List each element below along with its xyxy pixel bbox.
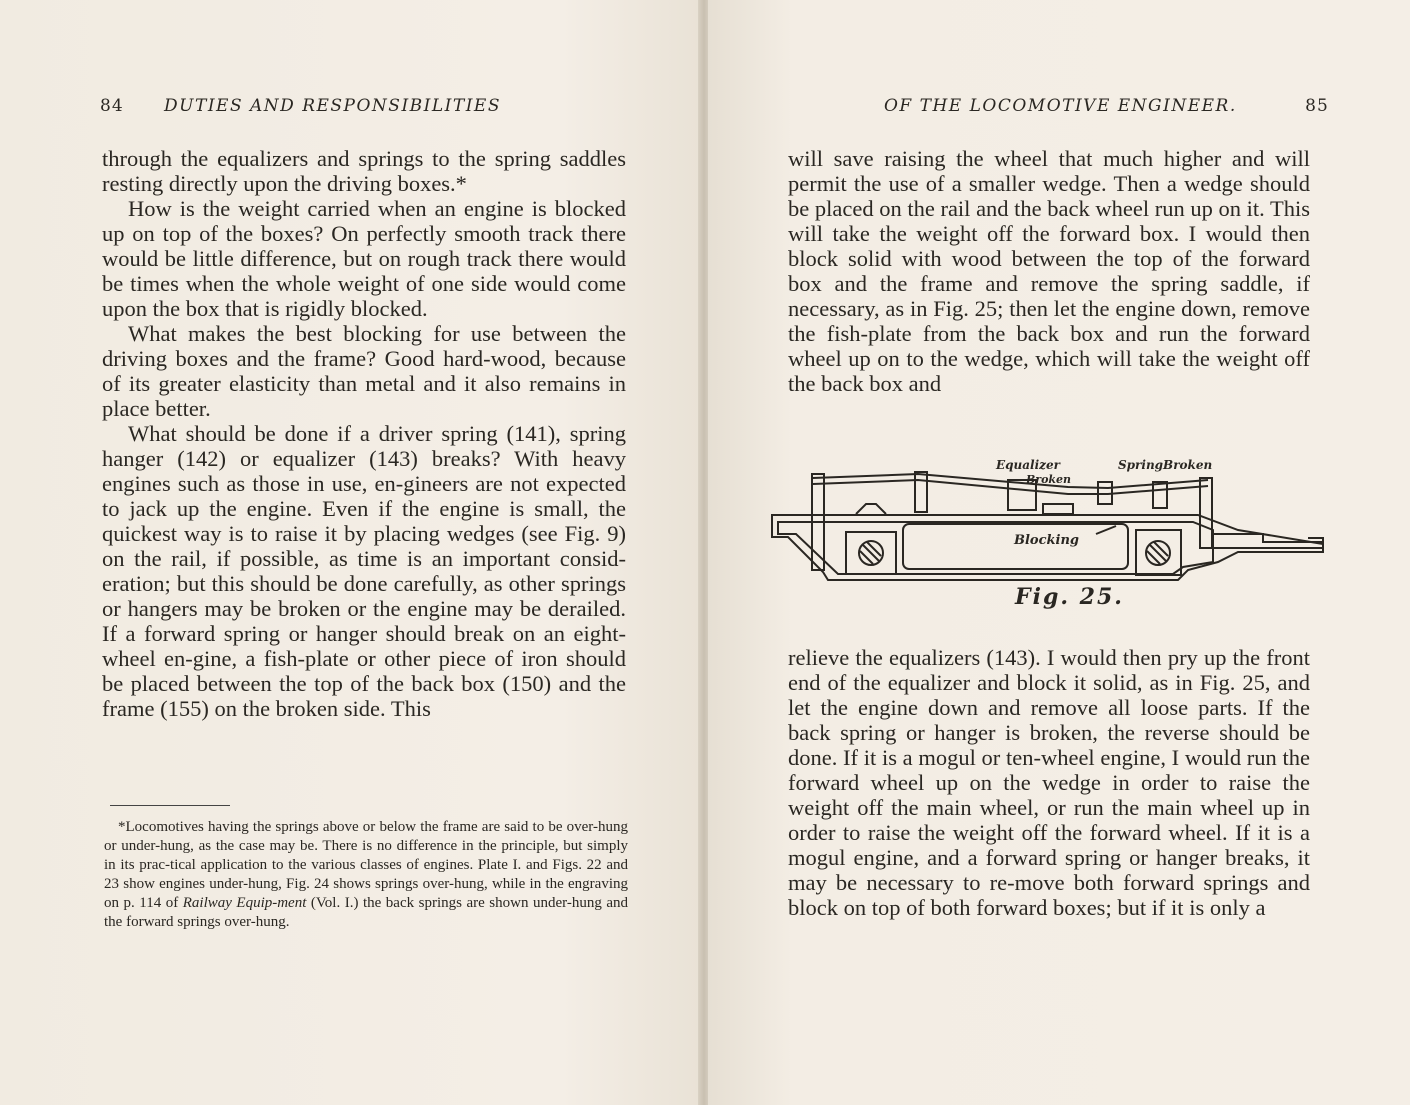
footnote-text-after: (Vol. I.) the back springs are shown under-hung and the forward springs over-hung.	[104, 895, 628, 930]
fig-label-spring-broken: SpringBroken	[1118, 458, 1213, 472]
paragraph: will save raising the wheel that much higher and will permit the use of a smaller wedge. Then a wedge should be placed on the rail and the back wheel run up on it. This will take the weight off the forward box. I would then block solid with wood between the top of the forward box and the frame and remove the spring saddle, if necessary, as in Fig. 25; then let the engine down, remove the fish-plate from the back box and run the forward wheel up on to the wedge, which will take the weight off the back box and	[788, 146, 1310, 396]
footnote	[104, 818, 628, 932]
paragraph: What makes the best blocking for use between the driving boxes and the frame? Good hard-wood, because of its greater elasticity than metal and it also remains in place better.	[102, 321, 626, 421]
paragraph: What should be done if a driver spring (141), spring hanger (142) or equalizer (143) breaks? With heavy engines such as those in use, en-gineers are not expected to jack up the engine. Even if the engine is small, the quickest way is to raise it by placing wedges (see Fig. 9) on the rail, if possible, as time is an important consid-eration; but this should be done carefully, as other springs or hangers may be broken or the engine may be derailed. If a forward spring or hanger should break on an eight-wheel en-gine, a fish-plate or other piece of iron should be placed between the top of the back box (150) and the frame (155) on the broken side. This	[102, 421, 626, 721]
right-running-title: OF THE LOCOMOTIVE ENGINEER.	[884, 96, 1237, 116]
right-body-text-top	[788, 146, 1310, 396]
paragraph: How is the weight carried when an engine is blocked up on top of the boxes? On perfectly smooth track there would be little difference, but on rough track there would be times when the whole weight of one side would come upon the box that is rigidly blocked.	[102, 196, 626, 321]
left-body-text	[102, 146, 626, 721]
figure-caption: Fig. 25.	[1015, 584, 1124, 610]
left-page-number: 84	[100, 96, 124, 116]
right-page-number: 85	[1305, 96, 1329, 116]
right-running-head	[884, 96, 1329, 116]
right-body-text-bottom	[788, 645, 1310, 920]
paragraph: through the equalizers and springs to the spring saddles resting directly upon the driving boxes.*	[102, 146, 626, 196]
paragraph: relieve the equalizers (143). I would then pry up the front end of the equalizer and block it solid, as in Fig. 25, and let the engine down and remove all loose parts. If the back spring or hanger is broken, the reverse should be done. If it is a mogul or ten-wheel engine, I would run the forward wheel up on the wedge in order to raise the weight off the main wheel, or run the main wheel up in order to raise the weight off the forward wheel. If it is a mogul engine, and a forward spring or hanger breaks, it may be necessary to re-move both forward springs and block on top of both forward boxes; but if it is only a	[788, 645, 1310, 920]
fig-label-equalizer: Equalizer	[996, 458, 1060, 472]
footnote-italic-title: Railway Equip-ment	[182, 895, 307, 911]
left-running-head	[100, 96, 501, 116]
left-running-title: DUTIES AND RESPONSIBILITIES	[164, 96, 501, 116]
fig-label-blocking: Blocking	[1014, 533, 1079, 548]
fig-label-broken: Broken	[1026, 473, 1072, 486]
left-page	[0, 0, 700, 1105]
footnote-text-before: *Locomotives having the springs above or below the frame are said to be over-hung or under-hung, as the case may be. There is no difference in the principle, but simply in its prac-tical application to the various classes of engines. Plate I. and Figs. 22 and 23 show engines under-hung, Fig. 24 shows springs over-hung, while in the engraving on p. 114 of	[104, 819, 628, 911]
footnote-rule	[110, 805, 230, 806]
